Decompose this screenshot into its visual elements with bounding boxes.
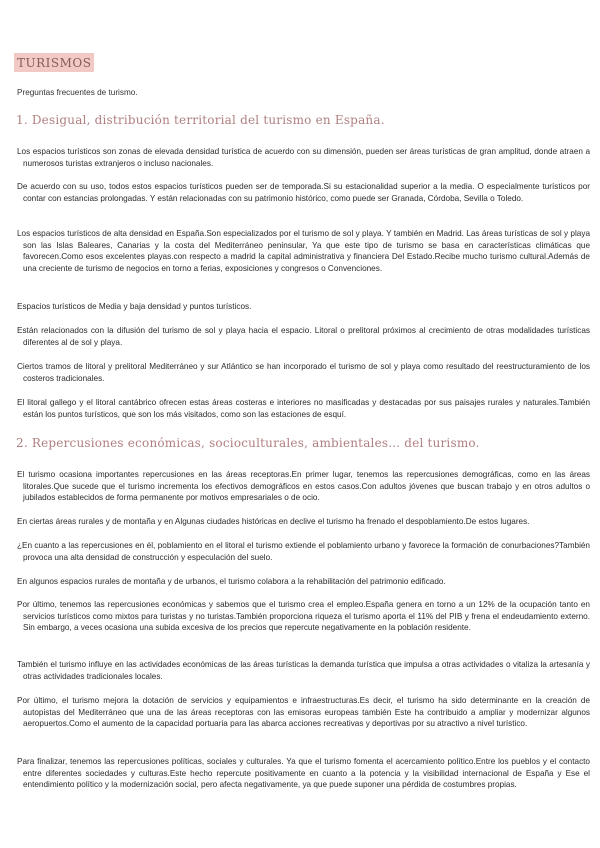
s2-paragraph-5: Por último, tenemos las repercusiones económicas y sabemos que el turismo crea el empleo.España genera en torno a un 12% de la ocupación tanto en servicios turísticos como mixtos para turistas y no turistas.También proporciona riqueza el turismo aporta el 11% del PIB y frena el endeudamiento externo. Sin embargo, a veces ocasiona una subida excesiva de los precios que repercute negativamente en la población residente. bbox=[17, 600, 590, 632]
s1-paragraph-3: Los espacios turísticos de alta densidad en España.Son especializados por el turismo de sol y playa. Y también en Madrid. Las áreas turísticas de sol y playa son las Islas Baleares, Canarias y la costa del Mediterráneo peninsular, Ya que este tipo de turismo se basa en características climáticas que favorecen.Como esos excelentes playas.con respecto a madrid la capital administrativa y financiera Del Estado.Recibe mucho turismo cultural.Además de una creciente de turismo de negocios en torno a ferias, exposiciones y congresos o Convenciones. bbox=[17, 229, 590, 273]
title-highlight bbox=[14, 53, 94, 72]
s1-paragraph-1: Los espacios turísticos son zonas de elevada densidad turística de acuerdo con su dimensión, pueden ser áreas turísticas de gran amplitud, donde atraen a numerosos turistas extranjeros o incluso nacionales. bbox=[17, 147, 590, 168]
s2-paragraph-4: En algunos espacios rurales de montaña y de urbanos, el turismo colabora a la rehabilitación del patrimonio edificado. bbox=[17, 577, 446, 586]
s2-paragraph-3: ¿En cuanto a las repercusiones en él, poblamiento en el litoral el turismo extiende el poblamiento urbano y favorece la formación de conurbaciones?También provoca una alta densidad de construcción y especulación del suelo. bbox=[17, 541, 590, 562]
s1-paragraph-2: De acuerdo con su uso, todos estos espacios turísticos pueden ser de temporada.Si su estacionalidad superior a la media. O especialmente turísticos por contar con estancias prolongadas. Y están relacionadas con su patrimonio histórico, como puede ser Granada, Córdoba, Sevilla o Toledo. bbox=[17, 182, 590, 203]
s2-paragraph-8: Para finalizar, tenemos las repercusiones políticas, sociales y culturales. Ya que el turismo fomenta el acercamiento político.Entre los pueblos y el contacto entre diferentes sociedades y culturas.Este hecho repercute positivamente en cuanto a la potencia y la visibilidad internacional de España y Ese el entendimiento político y la modernización social, pero afecta negativamente, ya que puede suponer una pérdida de costumbres propias. bbox=[17, 757, 590, 789]
s2-paragraph-1: El turismo ocasiona importantes repercusiones en las áreas receptoras.En primer lugar, tenemos las repercusiones demográficas, como en las áreas litorales.Que sucede que el turismo incrementa los efectivos demográficos en estos casos.Con adultos jóvenes que buscan trabajo y en otros adultos o jubilados establecidos de forma permanente por motivos empresariales o de ocio. bbox=[17, 470, 590, 502]
s2-paragraph-6: También el turismo influye en las actividades económicas de las áreas turísticas la demanda turística que impulsa a otras actividades o vitaliza la artesanía y otras actividades tradicionales locales. bbox=[17, 660, 590, 681]
s1-paragraph-4: Espacios turísticos de Media y baja densidad y puntos turísticos. bbox=[17, 302, 252, 311]
s2-paragraph-2: En ciertas áreas rurales y de montaña y en Algunas ciudades históricas en declive el turismo ha frenado el despoblamiento.De estos lugares. bbox=[17, 517, 530, 526]
s1-paragraph-7: El litoral gallego y el litoral cantábrico ofrecen estas áreas costeras e interiores no masificadas y destacadas por sus paisajes rurales y naturales.También están los puntos turísticos, que son los más visitados, como son las estaciones de esquí. bbox=[17, 398, 590, 419]
s2-paragraph-7: Por último, el turismo mejora la dotación de servicios y equipamientos e infraestructuras.Es decir, el turismo ha sido determinante en la creación de autopistas del Mediterráneo que una de las áreas receptoras con las emisoras europeas también Este ha contribuido a ampliar y modernizar algunos aeropuertos.Como el aumento de la capacidad portuaria para las abarca acciones recreativas y deportivas por su atractivo a nivel turístico. bbox=[17, 696, 590, 728]
section-1-heading: 1. Desigual, distribución territorial del turismo en España. bbox=[16, 113, 385, 127]
s1-paragraph-6: Ciertos tramos de litoral y prelitoral Mediterráneo y sur Atlántico se han incorporado el turismo de sol y playa como resultado del reestructuramiento de los costeros tradicionales. bbox=[17, 362, 590, 383]
section-2-heading: 2. Repercusiones económicas, socioculturales, ambientales... del turismo. bbox=[16, 436, 480, 450]
document-subtitle: Preguntas frecuentes de turismo. bbox=[17, 88, 138, 97]
s1-paragraph-5: Están relacionados con la difusión del turismo de sol y playa hacia el espacio. Litoral o prelitoral próximos al crecimiento de otras modalidades turísticas diferentes al de sol y playa. bbox=[17, 326, 590, 347]
document-title: TURISMOS bbox=[14, 53, 94, 72]
